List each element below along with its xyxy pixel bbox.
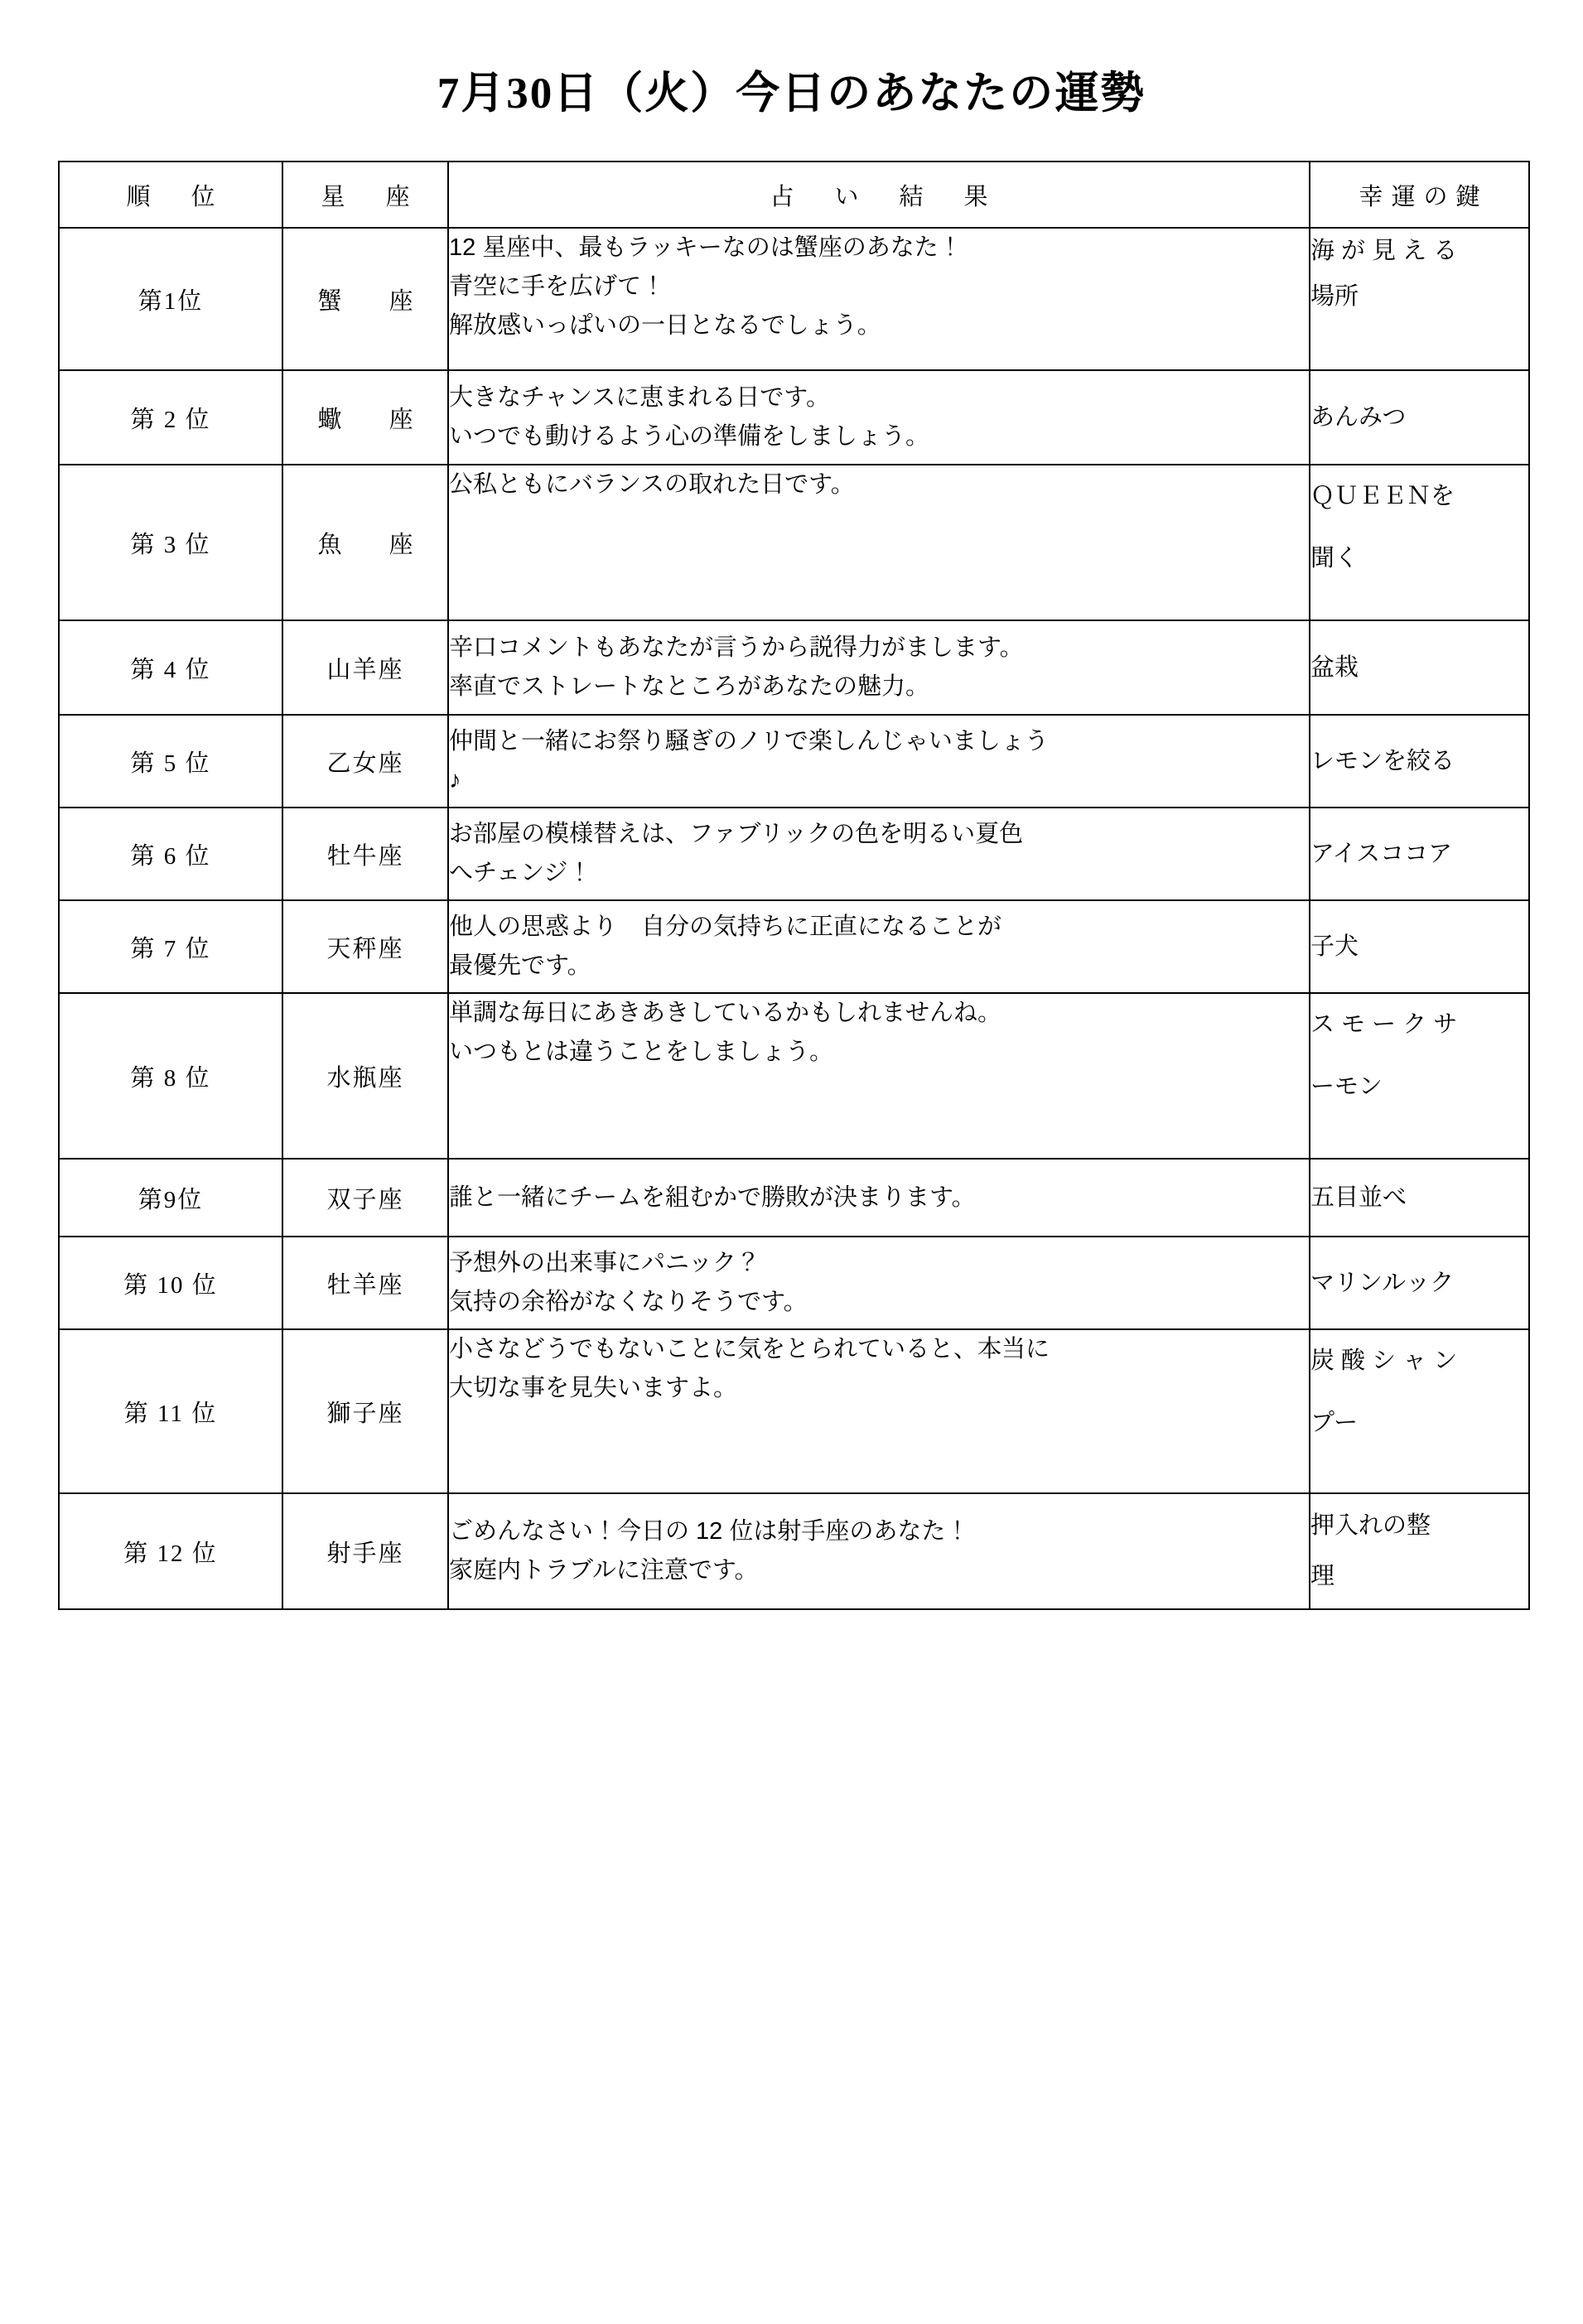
lucky-key-line: プー [1310, 1410, 1359, 1437]
rank-cell: 第 2 位 [59, 370, 282, 465]
result-cell [448, 1237, 1310, 1329]
result-cell [448, 1159, 1310, 1237]
result-line: へチェンジ！ [449, 860, 592, 886]
result-line: 12 星座中、最もラッキーなのは蟹座のあなた！ [449, 234, 963, 261]
table-row [59, 993, 1529, 1159]
lucky-key-cell [1310, 370, 1529, 465]
table-row [59, 620, 1529, 715]
rank-cell: 第 5 位 [59, 715, 282, 808]
sign-cell: 牡羊座 [282, 1237, 448, 1329]
result-line: 仲間と一緒にお祭り騒ぎのノリで楽しんじゃいましょう [449, 728, 1049, 755]
result-cell [448, 620, 1310, 715]
sign-cell: 天秤座 [282, 900, 448, 993]
result-line: 率直でストレートなところがあなたの魅力。 [449, 673, 930, 700]
sign-cell: 双子座 [282, 1159, 448, 1237]
result-line: ごめんなさい！今日の 12 位は射手座のあなた！ [449, 1518, 970, 1545]
lucky-key-cell [1310, 993, 1529, 1159]
column-header-result-label: 占 い 結 果 [770, 183, 997, 210]
result-line: 小さなどうでもないことに気をとられていると、本当に [449, 1336, 1050, 1362]
lucky-key-cell [1310, 1493, 1529, 1609]
rank-cell: 第 4 位 [59, 620, 282, 715]
result-line: 大切な事を見失いますよ。 [449, 1374, 738, 1401]
column-header-sign-label: 星 座 [321, 183, 418, 210]
rank-cell: 第 12 位 [59, 1493, 282, 1609]
result-cell [448, 1329, 1310, 1493]
result-line: 公私ともにバランスの取れた日です。 [449, 471, 855, 498]
lucky-key-cell [1310, 808, 1529, 900]
result-cell [448, 715, 1310, 808]
rank-cell: 第 3 位 [59, 465, 282, 620]
column-header-key-label: 幸運の鍵 [1359, 183, 1489, 210]
rank-cell: 第9位 [59, 1159, 282, 1237]
lucky-key-cell [1310, 228, 1529, 370]
sign-cell: 水瓶座 [282, 993, 448, 1159]
result-cell [448, 1493, 1310, 1609]
lucky-key-cell [1310, 900, 1529, 993]
column-header-rank-label: 順 位 [126, 183, 224, 210]
result-line: 最優先です。 [449, 952, 591, 979]
lucky-key-line: レモンを絞る [1310, 747, 1455, 774]
sign-cell: 乙女座 [282, 715, 448, 808]
lucky-key-cell [1310, 715, 1529, 808]
result-line: 大きなチャンスに恵まれる日です。 [449, 384, 830, 412]
result-cell [448, 370, 1310, 465]
table-row [59, 1237, 1529, 1329]
rank-cell: 第 6 位 [59, 808, 282, 900]
lucky-key-cell [1310, 1329, 1529, 1493]
result-cell [448, 228, 1310, 370]
lucky-key-line: 聞く [1310, 545, 1359, 572]
result-cell [448, 465, 1310, 620]
sign-cell [282, 465, 448, 620]
lucky-key-line: マリンルック [1310, 1269, 1455, 1296]
sign-label: 蟹 座 [317, 287, 425, 315]
lucky-key-line: 場所 [1310, 283, 1359, 311]
sign-label: 蠍 座 [317, 406, 425, 433]
result-line: ♪ [449, 767, 461, 793]
lucky-key-cell [1310, 620, 1529, 715]
table-header [59, 162, 1529, 228]
result-line: 他人の思惑より 自分の気持ちに正直になることが [449, 914, 1002, 941]
lucky-key-cell [1310, 465, 1529, 620]
result-line: 家庭内トラブルに注意です。 [449, 1557, 759, 1584]
lucky-key-line: 押入れの整 [1310, 1512, 1431, 1540]
table-row [59, 1329, 1529, 1493]
result-cell [448, 900, 1310, 993]
lucky-key-line: 海 が 見 え る [1310, 238, 1458, 264]
column-header-key [1310, 162, 1529, 228]
lucky-key-line: 子犬 [1310, 933, 1359, 960]
table-row [59, 808, 1529, 900]
column-header-sign [282, 162, 448, 228]
result-line: 気持の余裕がなくなりそうです。 [449, 1289, 808, 1315]
result-line: 予想外の出来事にパニック？ [449, 1250, 760, 1277]
table-body [59, 228, 1529, 1609]
table-row [59, 715, 1529, 808]
lucky-key-line: ス モ ー ク サ [1310, 1011, 1458, 1038]
page-title: 7月30日（火）今日のあなたの運勢 [437, 70, 1146, 118]
sign-label: 魚 座 [317, 531, 425, 558]
fortune-table [58, 161, 1530, 1610]
table-row [59, 1493, 1529, 1609]
sign-cell: 山羊座 [282, 620, 448, 715]
lucky-key-line: 盆栽 [1310, 653, 1359, 681]
rank-cell: 第 8 位 [59, 993, 282, 1159]
lucky-key-line: ＱＵＥＥＮを [1310, 483, 1455, 509]
lucky-key-line: 五目並べ [1310, 1184, 1407, 1211]
table-header-row [59, 162, 1529, 228]
table-row [59, 1159, 1529, 1237]
table-row [59, 900, 1529, 993]
result-line: お部屋の模様替えは、ファブリックの色を明るい夏色 [449, 821, 1024, 848]
column-header-rank [59, 162, 282, 228]
lucky-key-line: 理 [1310, 1563, 1335, 1589]
sign-cell: 牡牛座 [282, 808, 448, 900]
lucky-key-line: あんみつ [1310, 403, 1407, 431]
rank-cell: 第 7 位 [59, 900, 282, 993]
result-line: 解放感いっぱいの一日となるでしょう。 [449, 311, 881, 339]
result-line: 誰と一緒にチームを組むかで勝敗が決まります。 [449, 1184, 976, 1211]
lucky-key-cell [1310, 1159, 1529, 1237]
lucky-key-cell [1310, 1237, 1529, 1329]
sign-cell [282, 228, 448, 370]
result-line: いつでも動けるよう心の準備をしましょう。 [449, 423, 930, 450]
table-row [59, 465, 1529, 620]
rank-cell: 第 10 位 [59, 1237, 282, 1329]
sign-cell: 射手座 [282, 1493, 448, 1609]
column-header-result [448, 162, 1310, 228]
sign-cell [282, 370, 448, 465]
result-cell [448, 808, 1310, 900]
result-cell [448, 993, 1310, 1159]
lucky-key-line: アイスココア [1310, 840, 1453, 867]
result-line: 単調な毎日にあきあきしているかもしれませんね。 [449, 1000, 1002, 1026]
table-row [59, 370, 1529, 465]
result-line: いつもとは違うことをしましょう。 [449, 1038, 834, 1065]
table-row [59, 228, 1529, 370]
rank-cell: 第 11 位 [59, 1329, 282, 1493]
lucky-key-line: ーモン [1310, 1073, 1383, 1101]
rank-cell: 第1位 [59, 228, 282, 370]
result-line: 青空に手を広げて！ [449, 272, 666, 300]
lucky-key-line: 炭 酸 シ ャ ン [1310, 1348, 1458, 1374]
sign-cell: 獅子座 [282, 1329, 448, 1493]
result-line: 辛口コメントもあなたが言うから説得力がまします。 [449, 634, 1024, 662]
